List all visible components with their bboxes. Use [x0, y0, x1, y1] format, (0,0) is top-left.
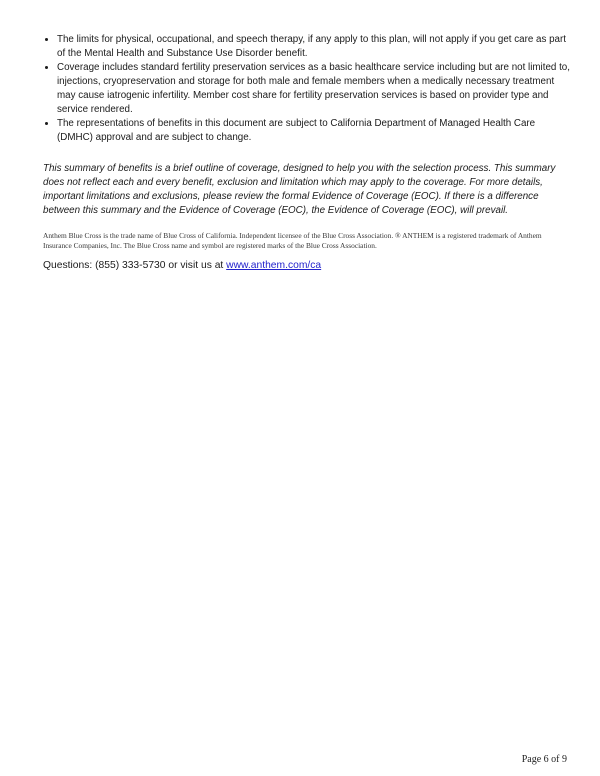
- questions-line: [43, 259, 573, 273]
- legal-disclaimer: [43, 231, 573, 251]
- legal-disclaimer-line: Insurance Companies, Inc. The Blue Cross name and symbol are registered marks of the Blue Cross Association.: [43, 240, 377, 250]
- bullet-text-line: • Coverage includes standard fertility preservation services as a basic healthcare service including but are not limited to,: [57, 62, 570, 73]
- bullet-text-line: • The representations of benefits in this document are subject to California Department of Managed Health Care: [57, 118, 536, 129]
- summary-note-line: does not reflect each and every benefit, exclusion and limitation which may apply to the coverage. For more details,: [43, 177, 543, 188]
- page-content: [43, 33, 573, 273]
- bullet-list: [43, 33, 573, 145]
- list-item: [57, 61, 573, 117]
- summary-note: [43, 162, 573, 218]
- bullet-text-line: injections, cryopreservation and storage for both male and female members when a medically necessary treatment: [57, 76, 555, 87]
- summary-note-line: between this summary and the Evidence of Coverage (EOC), the Evidence of Coverage (EOC), will prevail.: [43, 205, 509, 216]
- list-item: [57, 117, 573, 145]
- page-number: Page 6 of 9: [521, 754, 567, 765]
- bullet-text-line: may cause iatrogenic infertility. Member cost share for fertility preservation services is based on provider type and: [57, 90, 549, 101]
- bullet-text-line: • The limits for physical, occupational, and speech therapy, if any apply to this plan, will not apply if you get care as part: [57, 34, 566, 45]
- legal-disclaimer-line: Anthem Blue Cross is the trade name of Blue Cross of California. Independent licensee of the Blue Cross Association. ® ANTHEM is a registered trademark of Anthem: [43, 231, 542, 240]
- summary-note-line: This summary of benefits is a brief outline of coverage, designed to help you with the selection process. This summary: [43, 163, 556, 174]
- bullet-text-line: (DMHC) approval and are subject to change.: [57, 132, 252, 143]
- anthem-website-link[interactable]: www.anthem.com/ca: [226, 259, 322, 271]
- bullet-text-line: of the Mental Health and Substance Use Disorder benefit.: [57, 48, 308, 59]
- questions-text: Questions: (855) 333-5730 or visit us at: [43, 259, 227, 271]
- summary-note-line: important limitations and exclusions, please review the formal Evidence of Coverage (EOC). If there is a difference: [43, 191, 539, 202]
- list-item: [57, 33, 573, 61]
- bullet-text-line: service rendered.: [57, 104, 133, 115]
